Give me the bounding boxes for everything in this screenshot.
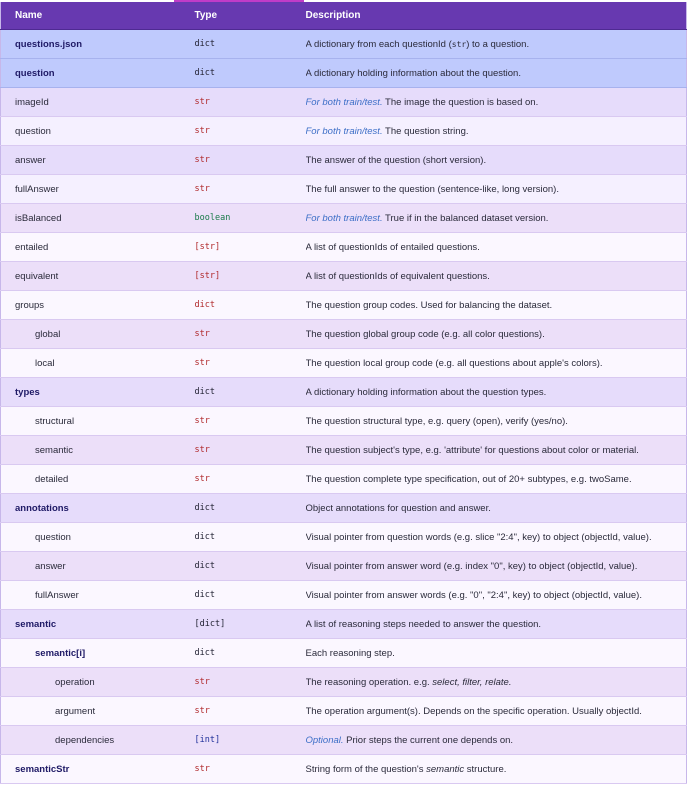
field-name: groups [1, 291, 195, 320]
field-name: entailed [1, 233, 195, 262]
description-text: The question string. [382, 125, 469, 137]
field-description [306, 726, 687, 755]
field-description: Visual pointer from answer word (e.g. index "0", key) to object (objectId, value). [306, 552, 687, 581]
field-description: A dictionary holding information about the question. [306, 59, 687, 88]
field-name: structural [1, 407, 195, 436]
table-row [1, 697, 687, 726]
field-name: answer [1, 552, 195, 581]
description-emphasis: select, filter, relate. [432, 676, 512, 688]
field-name: semantic [1, 610, 195, 639]
table-row [1, 204, 687, 233]
description-note: Optional. [305, 734, 344, 746]
table-row [1, 436, 687, 465]
field-description: The question structural type, e.g. query (open), verify (yes/no). [306, 407, 687, 436]
field-type: str [195, 146, 306, 175]
field-description: The question complete type specification, out of 20+ subtypes, e.g. twoSame. [306, 465, 687, 494]
field-type: dict [195, 30, 306, 59]
description-text: structure. [464, 763, 507, 775]
field-description: A list of questionIds of entailed questions. [306, 233, 687, 262]
table-row [1, 465, 687, 494]
field-name: fullAnswer [1, 581, 195, 610]
column-header-name: Name [1, 2, 195, 30]
description-emphasis: semantic [426, 763, 465, 775]
field-name: local [1, 349, 195, 378]
table-row [1, 291, 687, 320]
field-name: imageId [1, 88, 195, 117]
field-name: question [1, 59, 195, 88]
field-type: str [195, 175, 306, 204]
table-row [1, 552, 687, 581]
field-description: The question local group code (e.g. all questions about apple's colors). [306, 349, 687, 378]
table-row [1, 755, 687, 784]
description-text: The image the question is based on. [382, 96, 539, 108]
field-type: dict [195, 523, 306, 552]
field-description: The question group codes. Used for balancing the dataset. [306, 291, 687, 320]
field-type: str [195, 697, 306, 726]
field-description: The operation argument(s). Depends on the specific operation. Usually objectId. [306, 697, 687, 726]
table-row [1, 320, 687, 349]
description-text: String form of the question's [305, 763, 427, 775]
description-text: Prior steps the current one depends on. [343, 734, 514, 746]
table-row [1, 407, 687, 436]
field-type: [int] [195, 726, 306, 755]
field-type: str [195, 436, 306, 465]
field-description: A dictionary holding information about the question types. [306, 378, 687, 407]
field-type: str [195, 349, 306, 378]
description-text: A dictionary from each questionId ( [305, 38, 452, 50]
field-type: str [195, 320, 306, 349]
field-type: str [195, 88, 306, 117]
description-text: ) to a question. [466, 38, 530, 50]
field-name: fullAnswer [1, 175, 195, 204]
field-name: equivalent [1, 262, 195, 291]
field-type: dict [195, 378, 306, 407]
field-description: The question subject's type, e.g. 'attribute' for questions about color or material. [306, 436, 687, 465]
description-text: True if in the balanced dataset version. [382, 212, 549, 224]
field-name: types [1, 378, 195, 407]
field-description: The question global group code (e.g. all color questions). [306, 320, 687, 349]
field-description: Object annotations for question and answer. [306, 494, 687, 523]
field-description [306, 204, 687, 233]
field-name: argument [1, 697, 195, 726]
table-row [1, 610, 687, 639]
table-row [1, 581, 687, 610]
field-type: dict [195, 494, 306, 523]
column-header-description: Description [306, 2, 687, 30]
table-row [1, 639, 687, 668]
table-row [1, 494, 687, 523]
field-description [306, 117, 687, 146]
table-row [1, 262, 687, 291]
description-note: For both train/test. [305, 125, 383, 137]
field-type: [str] [195, 233, 306, 262]
table-row [1, 378, 687, 407]
column-header-type: Type [195, 2, 306, 30]
field-name: global [1, 320, 195, 349]
field-name: dependencies [1, 726, 195, 755]
field-name: annotations [1, 494, 195, 523]
field-description: A list of reasoning steps needed to answer the question. [306, 610, 687, 639]
field-type: dict [195, 581, 306, 610]
field-description: The full answer to the question (sentence-like, long version). [306, 175, 687, 204]
table-row [1, 175, 687, 204]
field-name: operation [1, 668, 195, 697]
field-type: dict [195, 291, 306, 320]
field-name: semantic[i] [1, 639, 195, 668]
field-type: boolean [195, 204, 306, 233]
table-row [1, 233, 687, 262]
field-description: Visual pointer from answer words (e.g. "0", "2:4", key) to object (objectId, value). [306, 581, 687, 610]
field-name: answer [1, 146, 195, 175]
field-name: semanticStr [1, 755, 195, 784]
field-name: isBalanced [1, 204, 195, 233]
table-row [1, 88, 687, 117]
field-description [306, 88, 687, 117]
description-note: For both train/test. [305, 212, 383, 224]
field-type: [str] [195, 262, 306, 291]
field-description [306, 30, 687, 59]
table-row [1, 59, 687, 88]
field-type: str [195, 407, 306, 436]
table-row [1, 117, 687, 146]
field-type: str [195, 465, 306, 494]
field-type: str [195, 117, 306, 146]
field-name: questions.json [1, 30, 195, 59]
table-header-row [1, 2, 687, 30]
field-description: The answer of the question (short version). [306, 146, 687, 175]
field-description [306, 755, 687, 784]
table-row [1, 523, 687, 552]
field-type: dict [195, 639, 306, 668]
field-type: dict [195, 552, 306, 581]
field-name: detailed [1, 465, 195, 494]
field-name: question [1, 117, 195, 146]
field-type: dict [195, 59, 306, 88]
field-type: str [195, 755, 306, 784]
field-description [306, 668, 687, 697]
field-description: A list of questionIds of equivalent questions. [306, 262, 687, 291]
description-text: The reasoning operation. e.g. [305, 676, 433, 688]
field-description: Each reasoning step. [306, 639, 687, 668]
field-type: [dict] [195, 610, 306, 639]
table-row [1, 668, 687, 697]
schema-table [0, 2, 687, 784]
description-note: For both train/test. [305, 96, 383, 108]
table-row [1, 30, 687, 59]
field-name: question [1, 523, 195, 552]
description-code: str [451, 39, 467, 49]
field-description: Visual pointer from question words (e.g. slice "2:4", key) to object (objectId, value). [306, 523, 687, 552]
table-row [1, 726, 687, 755]
field-name: semantic [1, 436, 195, 465]
table-row [1, 146, 687, 175]
field-type: str [195, 668, 306, 697]
table-row [1, 349, 687, 378]
